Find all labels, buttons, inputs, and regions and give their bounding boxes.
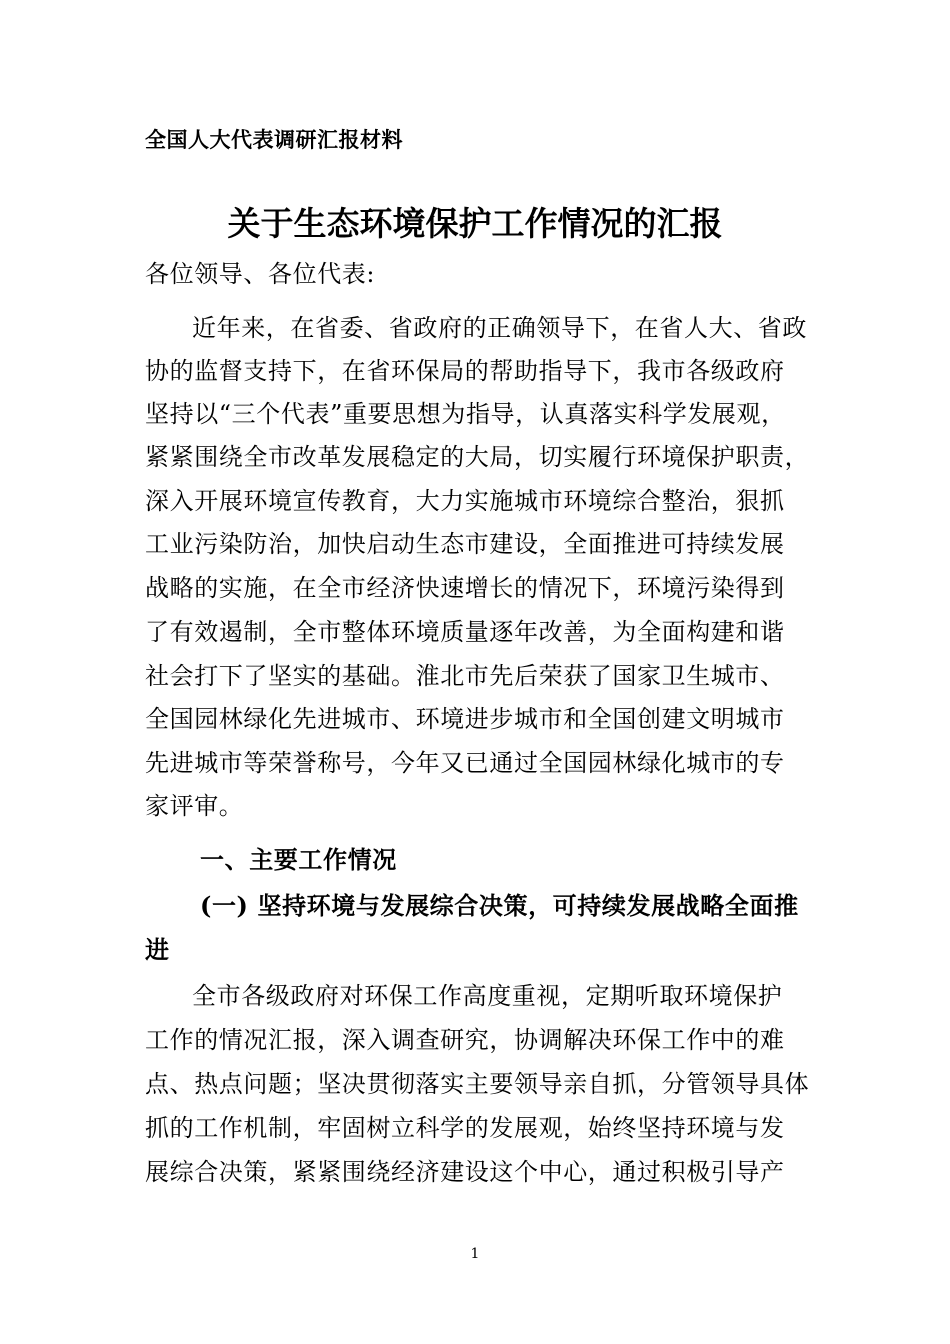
paragraph-line: 坚持以“三个代表”重要思想为指导，认真落实科学发展观，: [145, 400, 786, 428]
paragraph-line: 紧紧围绕全市改革发展稳定的大局，切实履行环境保护职责，: [145, 443, 810, 471]
document-label: 全国人大代表调研汇报材料: [145, 127, 403, 152]
paragraph-line: 近年来，在省委、省政府的正确领导下，在省人大、省政: [192, 314, 807, 342]
paragraph-line: 深入开展环境宣传教育，大力实施城市环境综合整治，狠抓: [145, 487, 785, 515]
salutation: 各位领导、各位代表:: [145, 260, 376, 288]
paragraph-line: 点、热点问题；坚决贯彻落实主要领导亲自抓，分管领导具体: [145, 1070, 810, 1098]
paragraph-line: 展综合决策，紧紧围绕经济建设这个中心，通过积极引导产: [145, 1158, 785, 1186]
section-heading: 一、主要工作情况: [200, 845, 397, 874]
paragraph-line: 家评审。: [145, 792, 244, 820]
paragraph-line: 先进城市等荣誉称号，今年又已通过全国园林绿化城市的专: [145, 749, 785, 777]
subsection-heading-continued: 进: [145, 935, 170, 964]
paragraph-line: 社会打下了坚实的基础。淮北市先后荣获了国家卫生城市、: [145, 662, 785, 690]
paragraph-line: 工作的情况汇报，深入调查研究，协调解决环保工作中的难: [145, 1026, 785, 1054]
subsection-heading: (一) 坚持环境与发展综合决策，可持续发展战略全面推: [200, 891, 799, 920]
paragraph-line: 抓的工作机制，牢固树立科学的发展观，始终坚持环境与发: [145, 1114, 785, 1142]
page-number: 1: [470, 1246, 480, 1262]
paragraph-line: 工业污染防治，加快启动生态市建设，全面推进可持续发展: [145, 530, 785, 558]
paragraph-line: 了有效遏制，全市整体环境质量逐年改善，为全面构建和谐: [145, 618, 785, 646]
paragraph-line: 协的监督支持下，在省环保局的帮助指导下，我市各级政府: [145, 357, 785, 385]
paragraph-line: 战略的实施，在全市经济快速增长的情况下，环境污染得到: [145, 574, 785, 602]
document-title: 关于生态环境保护工作情况的汇报: [227, 204, 723, 243]
paragraph-line: 全国园林绿化先进城市、环境进步城市和全国创建文明城市: [145, 705, 785, 733]
paragraph-line: 全市各级政府对环保工作高度重视，定期听取环境保护: [192, 982, 783, 1010]
